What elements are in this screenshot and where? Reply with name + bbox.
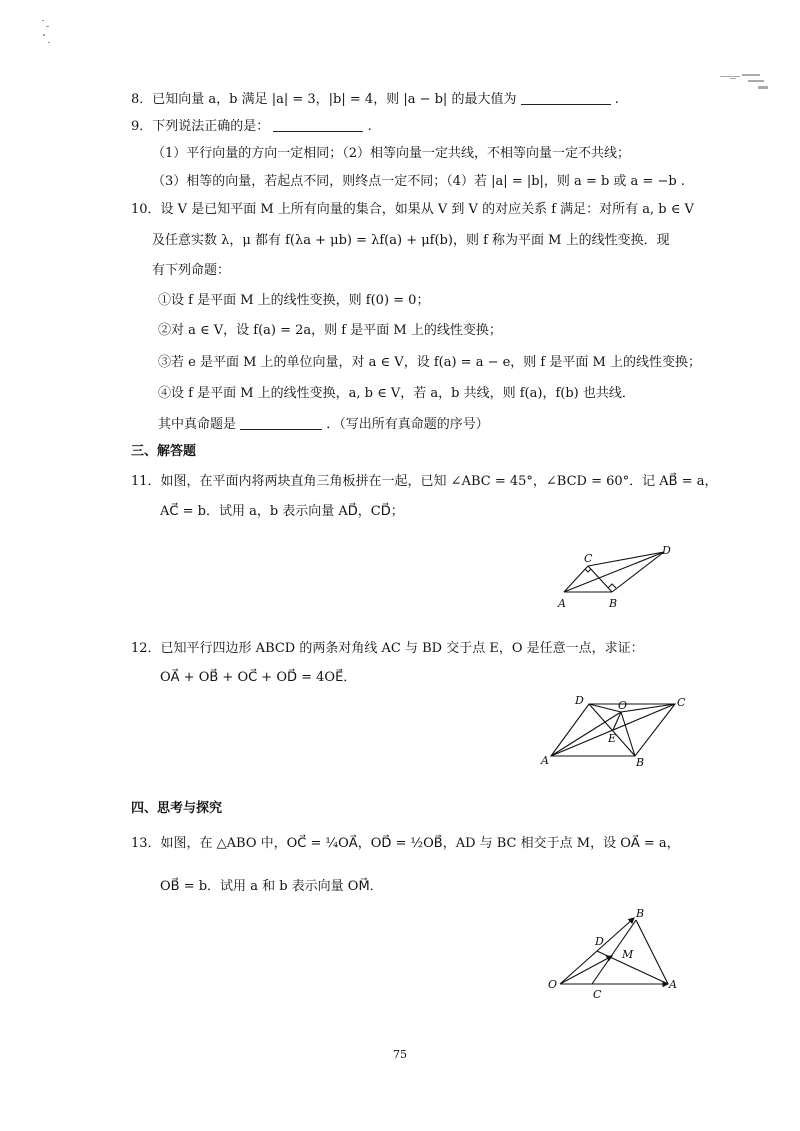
figure-13-label-c: C [593,988,602,1001]
page-number: 75 [393,1048,407,1061]
question-10-line-1: 10．设 V 是已知平面 M 上所有向量的集合，如果从 V 到 V 的对应关系 f 满足：对所有 a, b ∈ V [131,202,694,217]
question-8-text: 8．已知向量 a，b 满足 |a| = 3，|b| = 4，则 |a − b| 的最大值为 [131,92,517,107]
figure-12-label-a: A [541,754,549,767]
figure-parallelogram-abcd [535,692,695,772]
question-10-proposition-2: ②对 a ∈ V，设 f(a) = 2a，则 f 是平面 M 上的线性变换； [158,323,502,338]
question-10-line-3: 有下列命题： [152,263,231,278]
figure-11-label-a: A [558,597,566,610]
answer-blank-8 [521,90,611,105]
scan-mark-top-right [718,72,773,98]
question-9-text: 9．下列说法正确的是： [131,119,270,134]
figure-triangle-abo [540,908,690,1008]
question-9-item-2: （3）相等的向量，若起点不同，则终点一定不同；（4）若 |a| = |b|，则 a = b 或 a = −b . [152,174,685,189]
question-12-line-2: OA⃗ + OB⃗ + OC⃗ + OD⃗ = 4OE⃗． [160,670,357,685]
question-8: 8．已知向量 a，b 满足 |a| = 3，|b| = 4，则 |a − b| 的最大值为 . [131,92,619,107]
section-heading-4: 四、思考与探究 [131,801,223,816]
question-9: 9．下列说法正确的是： . [131,119,372,134]
question-10-answer: 其中真命题是 ．（写出所有真命题的序号） [158,417,489,432]
figure-13-label-d: D [595,935,604,948]
figure-12-label-o: O [618,699,628,712]
scan-mark-top-left [40,18,54,58]
answer-blank-10 [240,415,322,430]
figure-13-label-m: M [622,948,634,961]
answer-blank-9 [273,117,363,132]
figure-11-label-c: C [584,552,593,565]
figure-13-label-a: A [669,978,677,991]
section-heading-3: 三、解答题 [131,444,197,459]
figure-12-label-e: E [608,732,617,745]
question-10-proposition-4: ④设 f 是平面 M 上的线性变换，a, b ∈ V，若 a，b 共线，则 f(a)，f(b) 也共线． [158,386,635,401]
question-13-line-2: OB⃗ = b．试用 a 和 b 表示向量 OM⃗． [160,879,383,894]
figure-triangles-abcd [552,540,682,615]
figure-11-label-b: B [609,597,618,610]
figure-12-label-d: D [575,694,584,707]
figure-11-label-d: D [662,544,671,557]
question-13-line-1: 13．如图，在 △ABO 中，OC⃗ = ¼OA⃗，OD⃗ = ½OB⃗，AD 与 BC 相交于点 M，设 OA⃗ = a， [131,836,680,851]
question-9-item-1: （1）平行向量的方向一定相同；（2）相等向量一定共线，不相等向量一定不共线； [152,146,631,161]
figure-13-label-b: B [636,908,645,920]
question-11-line-2: AC⃗ = b．试用 a，b 表示向量 AD⃗，CD⃗； [160,504,404,519]
question-10-proposition-3: ③若 e 是平面 M 上的单位向量，对 a ∈ V，设 f(a) = a − e，则 f 是平面 M 上的线性变换； [158,355,701,370]
question-10-proposition-1: ①设 f 是平面 M 上的线性变换，则 f(0) = 0； [158,293,430,308]
figure-12-label-b: B [636,756,645,769]
figure-13-label-o: O [548,978,558,991]
question-12-line-1: 12．已知平行四边形 ABCD 的两条对角线 AC 与 BD 交于点 E，O 是任意一点，求证： [131,641,644,656]
question-11-line-1: 11．如图，在平面内将两块直角三角板拼在一起，已知 ∠ABC = 45°，∠BCD = 60°．记 AB⃗ = a， [131,474,718,489]
question-10-line-2: 及任意实数 λ，μ 都有 f(λa + μb) = λf(a) + μf(b)，则 f 称为平面 M 上的线性变换．现 [152,233,670,248]
figure-12-label-c: C [677,696,686,709]
